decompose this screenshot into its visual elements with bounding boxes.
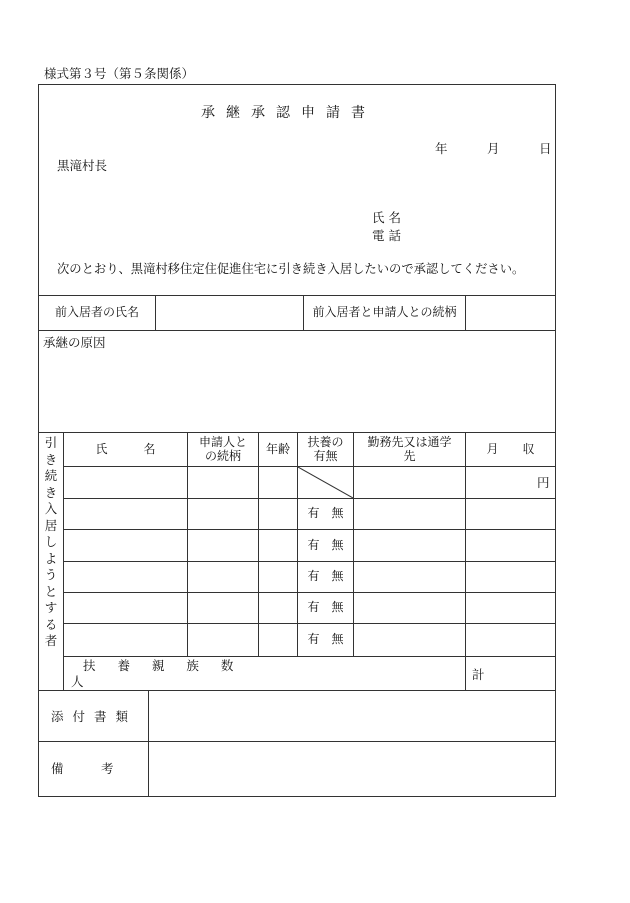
previous-resident-name-label: 前入居者の氏名 — [54, 305, 139, 320]
header-age: 年齢 — [265, 441, 290, 456]
dependents-count-unit: 人 — [71, 674, 84, 689]
date-month-label: 月 — [487, 141, 500, 156]
header-name: 氏 名 — [95, 441, 156, 456]
dependent-choice[interactable]: 有 無 — [307, 569, 344, 584]
remarks-field[interactable] — [151, 744, 551, 794]
header-workplace: 勤務先又は通学先 — [367, 434, 452, 463]
succession-cause-field[interactable] — [43, 353, 551, 429]
addressee: 黒滝村長 — [57, 158, 108, 173]
income-unit: 円 — [537, 475, 550, 490]
dependents-count-label: 扶 養 親 族 数 — [83, 658, 243, 673]
dependent-choice[interactable]: 有 無 — [307, 632, 344, 647]
form-number: 様式第３号（第５条関係） — [44, 66, 195, 81]
applicant-name-label: 氏 名 — [372, 210, 401, 225]
header-dependent: 扶養の有無 — [307, 434, 344, 463]
dependent-choice[interactable]: 有 無 — [307, 506, 344, 521]
relation-to-previous-label: 前入居者と申請人との続柄 — [312, 305, 457, 320]
application-form — [38, 84, 556, 797]
occupants-side-label: 引き続き入居しようとする者 — [44, 435, 58, 648]
header-income: 月 収 — [486, 441, 535, 456]
attachments-field[interactable] — [151, 693, 551, 739]
date-year-label: 年 — [435, 141, 448, 156]
relation-to-previous-field[interactable] — [466, 296, 555, 330]
succession-cause-label: 承継の原因 — [43, 335, 106, 350]
dependent-choice[interactable]: 有 無 — [307, 537, 344, 552]
application-statement: 次のとおり、黒滝村移住定住促進住宅に引き続き入居したいので承認してください。 — [57, 262, 525, 276]
form-title: 承継承認申請書 — [201, 105, 376, 121]
date-day-label: 日 — [539, 141, 552, 156]
remarks-label: 備 考 — [51, 761, 114, 776]
applicant-phone-label: 電 話 — [372, 228, 401, 243]
total-label: 計 — [472, 667, 485, 682]
dependent-choice[interactable]: 有 無 — [307, 600, 344, 615]
previous-resident-name-field[interactable] — [156, 296, 303, 330]
diagonal-strike — [298, 467, 353, 498]
attachments-label: 添付書類 — [51, 709, 138, 724]
header-relation: 申請人との続柄 — [198, 434, 247, 463]
